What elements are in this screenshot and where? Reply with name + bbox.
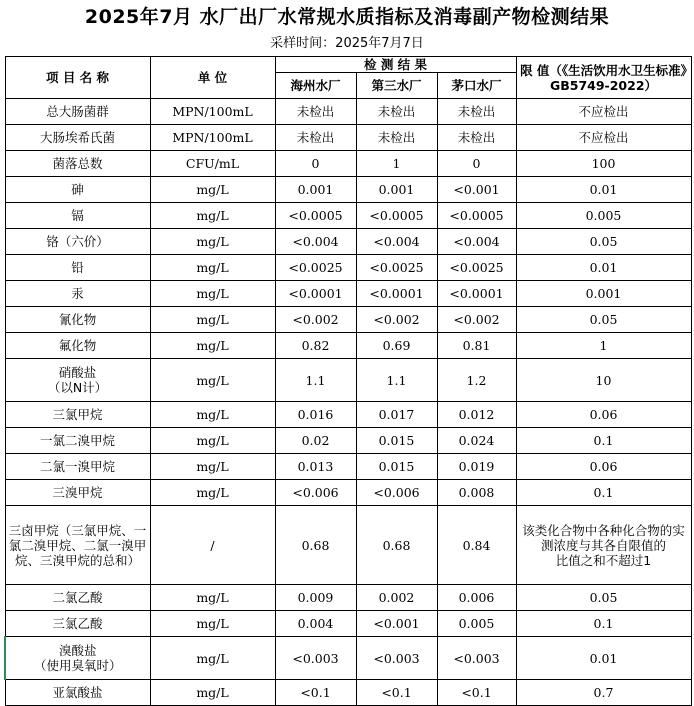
unit-cell: CFU/mL [150, 151, 275, 177]
result-haizhou-cell: 0.004 [275, 611, 356, 637]
result-haizhou-cell: 未检出 [275, 125, 356, 151]
result-maokou-cell: <0.0025 [437, 255, 516, 281]
item-name-cell: 硝酸盐 （以N计） [5, 359, 150, 402]
result-maokou-cell: 0.008 [437, 480, 516, 506]
table-row [5, 480, 691, 506]
item-name-cell: 三氯甲烷 [5, 402, 150, 428]
result-maokou-cell: 1.2 [437, 359, 516, 402]
table-row [5, 99, 691, 125]
table-row [5, 506, 691, 585]
result-haizhou-cell: <0.003 [275, 637, 356, 680]
result-third-cell: 1.1 [356, 359, 437, 402]
item-name-cell: 大肠埃希氏菌 [5, 125, 150, 151]
table-row [5, 125, 691, 151]
result-third-cell: <0.0025 [356, 255, 437, 281]
item-name-cell: 亚氯酸盐 [5, 680, 150, 706]
result-third-cell: <0.006 [356, 480, 437, 506]
result-haizhou-cell: 0.009 [275, 585, 356, 611]
unit-cell: mg/L [150, 203, 275, 229]
page-title: 2025年7月 水厂出厂水常规水质指标及消毒副产物检测结果 [84, 6, 610, 28]
limit-cell: 0.1 [516, 480, 691, 506]
result-maokou-cell: <0.004 [437, 229, 516, 255]
limit-cell: 该类化合物中各种化合物的实测浓度与其各自限值的 比值之和不超过1 [516, 506, 691, 585]
unit-cell: mg/L [150, 255, 275, 281]
result-haizhou-cell: 0 [275, 151, 356, 177]
item-name-cell: 总大肠菌群 [5, 99, 150, 125]
result-maokou-cell: <0.1 [437, 680, 516, 706]
table-row [5, 611, 691, 637]
unit-cell: mg/L [150, 611, 275, 637]
result-haizhou-cell: 1.1 [275, 359, 356, 402]
table-row [5, 203, 691, 229]
limit-cell: 0.05 [516, 229, 691, 255]
result-maokou-cell: 0.006 [437, 585, 516, 611]
result-maokou-cell: 未检出 [437, 125, 516, 151]
result-haizhou-cell: 0.02 [275, 428, 356, 454]
table-row [5, 402, 691, 428]
limit-cell: 0.1 [516, 428, 691, 454]
result-haizhou-cell: 0.68 [275, 506, 356, 585]
water-quality-table [4, 56, 692, 706]
result-maokou-cell: 0 [437, 151, 516, 177]
unit-cell: mg/L [150, 637, 275, 680]
result-third-cell: 未检出 [356, 99, 437, 125]
result-maokou-cell: 未检出 [437, 99, 516, 125]
item-name-cell: 溴酸盐 （使用臭氧时） [5, 637, 150, 680]
header-results: 检 测 结 果 [275, 57, 516, 73]
result-haizhou-cell: 0.016 [275, 402, 356, 428]
unit-cell: mg/L [150, 229, 275, 255]
result-haizhou-cell: <0.0001 [275, 281, 356, 307]
item-name-cell: 砷 [5, 177, 150, 203]
header-plant-third: 第三水厂 [356, 73, 437, 99]
result-haizhou-cell: 未检出 [275, 99, 356, 125]
unit-cell: mg/L [150, 402, 275, 428]
result-haizhou-cell: 0.82 [275, 333, 356, 359]
unit-cell: mg/L [150, 177, 275, 203]
limit-cell: 0.7 [516, 680, 691, 706]
item-name-cell: 镉 [5, 203, 150, 229]
limit-cell: 0.01 [516, 255, 691, 281]
item-name-cell: 铬（六价） [5, 229, 150, 255]
item-name-cell: 三卤甲烷（三氯甲烷、一氯二溴甲烷、二氯一溴甲烷、三溴甲烷的总和） [5, 506, 150, 585]
table-row [5, 281, 691, 307]
result-maokou-cell: <0.0005 [437, 203, 516, 229]
result-maokou-cell: <0.0001 [437, 281, 516, 307]
item-name-cell: 氟化物 [5, 333, 150, 359]
result-maokou-cell: 0.012 [437, 402, 516, 428]
unit-cell: mg/L [150, 454, 275, 480]
table-row [5, 454, 691, 480]
result-haizhou-cell: <0.1 [275, 680, 356, 706]
item-name-cell: 二氯乙酸 [5, 585, 150, 611]
limit-cell: 0.005 [516, 203, 691, 229]
limit-cell: 不应检出 [516, 125, 691, 151]
unit-cell: / [150, 506, 275, 585]
result-third-cell: 1 [356, 151, 437, 177]
table-row [5, 333, 691, 359]
table-row [5, 359, 691, 402]
limit-cell: 0.001 [516, 281, 691, 307]
table-row [5, 428, 691, 454]
result-haizhou-cell: <0.004 [275, 229, 356, 255]
limit-cell: 1 [516, 333, 691, 359]
item-name-cell: 菌落总数 [5, 151, 150, 177]
unit-cell: mg/L [150, 281, 275, 307]
result-maokou-cell: <0.003 [437, 637, 516, 680]
limit-cell: 10 [516, 359, 691, 402]
result-maokou-cell: 0.005 [437, 611, 516, 637]
limit-cell: 0.05 [516, 585, 691, 611]
unit-cell: mg/L [150, 359, 275, 402]
item-name-cell: 汞 [5, 281, 150, 307]
limit-cell: 100 [516, 151, 691, 177]
result-third-cell: <0.0001 [356, 281, 437, 307]
result-haizhou-cell: <0.002 [275, 307, 356, 333]
table-row [5, 585, 691, 611]
unit-cell: MPN/100mL [150, 99, 275, 125]
item-name-cell: 三溴甲烷 [5, 480, 150, 506]
header-plant-maokou: 茅口水厂 [437, 73, 516, 99]
table-row [5, 307, 691, 333]
result-haizhou-cell: 0.013 [275, 454, 356, 480]
result-haizhou-cell: <0.0005 [275, 203, 356, 229]
result-third-cell: 0.017 [356, 402, 437, 428]
result-maokou-cell: 0.024 [437, 428, 516, 454]
header-unit: 单 位 [150, 57, 275, 99]
unit-cell: mg/L [150, 480, 275, 506]
limit-cell: 0.06 [516, 454, 691, 480]
result-third-cell: <0.001 [356, 611, 437, 637]
result-maokou-cell: <0.002 [437, 307, 516, 333]
unit-cell: mg/L [150, 585, 275, 611]
result-maokou-cell: <0.001 [437, 177, 516, 203]
limit-cell: 0.1 [516, 611, 691, 637]
table-row [5, 177, 691, 203]
item-name-cell: 氰化物 [5, 307, 150, 333]
result-haizhou-cell: <0.0025 [275, 255, 356, 281]
result-maokou-cell: 0.84 [437, 506, 516, 585]
header-limit: 限 值（《生活饮用水卫生标准》GB5749-2022） [516, 57, 691, 99]
header-plant-haizhou: 海州水厂 [275, 73, 356, 99]
sample-time: 采样时间：2025年7月7日 [270, 36, 424, 51]
result-haizhou-cell: 0.001 [275, 177, 356, 203]
result-third-cell: 0.015 [356, 428, 437, 454]
table-row [5, 255, 691, 281]
result-third-cell: <0.004 [356, 229, 437, 255]
unit-cell: MPN/100mL [150, 125, 275, 151]
result-third-cell: 0.001 [356, 177, 437, 203]
unit-cell: mg/L [150, 307, 275, 333]
limit-cell: 0.01 [516, 637, 691, 680]
result-third-cell: 0.68 [356, 506, 437, 585]
result-third-cell: <0.1 [356, 680, 437, 706]
limit-cell: 0.06 [516, 402, 691, 428]
item-name-cell: 二氯一溴甲烷 [5, 454, 150, 480]
unit-cell: mg/L [150, 680, 275, 706]
result-third-cell: <0.002 [356, 307, 437, 333]
table-row [5, 229, 691, 255]
item-name-cell: 三氯乙酸 [5, 611, 150, 637]
item-name-cell: 一氯二溴甲烷 [5, 428, 150, 454]
limit-cell: 0.01 [516, 177, 691, 203]
result-third-cell: 0.69 [356, 333, 437, 359]
limit-cell: 不应检出 [516, 99, 691, 125]
result-maokou-cell: 0.019 [437, 454, 516, 480]
result-haizhou-cell: <0.006 [275, 480, 356, 506]
header-item-name: 项 目 名 称 [5, 57, 150, 99]
result-third-cell: <0.0005 [356, 203, 437, 229]
unit-cell: mg/L [150, 428, 275, 454]
result-third-cell: <0.003 [356, 637, 437, 680]
table-row [5, 637, 691, 680]
result-maokou-cell: 0.81 [437, 333, 516, 359]
result-third-cell: 0.015 [356, 454, 437, 480]
item-name-cell: 铅 [5, 255, 150, 281]
limit-cell: 0.05 [516, 307, 691, 333]
result-third-cell: 未检出 [356, 125, 437, 151]
unit-cell: mg/L [150, 333, 275, 359]
result-third-cell: 0.002 [356, 585, 437, 611]
table-row [5, 151, 691, 177]
